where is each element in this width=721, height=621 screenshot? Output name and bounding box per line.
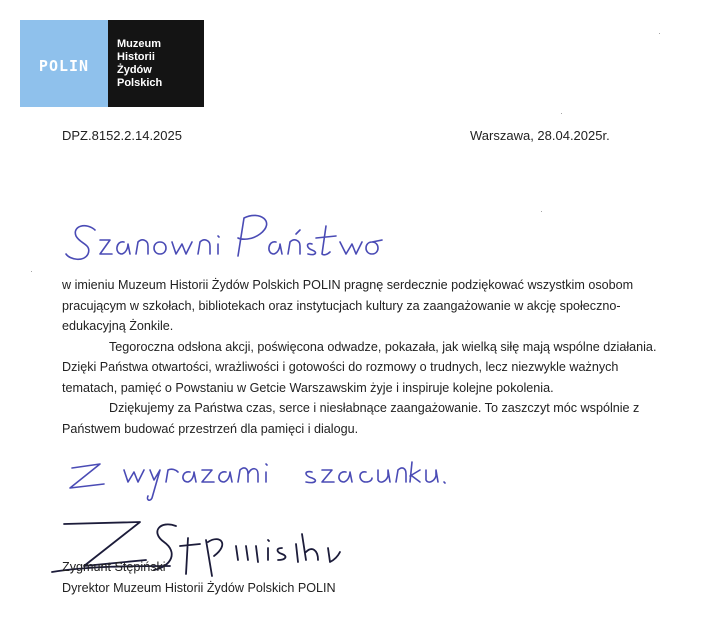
body-paragraph: w imieniu Muzeum Historii Żydów Polskich POLIN pragnę serdecznie podziękować wszystkim osobom pracującym w szkołach, bibliotekach oraz instytucjach kultury za zaangażowanie w akcję społeczno-edukacyjną Żonkile. (62, 278, 634, 333)
scan-speck: · (540, 206, 543, 216)
document-reference: DPZ.8152.2.14.2025 (62, 128, 182, 143)
logo-line: Żydów (117, 64, 152, 76)
letter-body (62, 275, 662, 439)
scan-speck: · (560, 108, 563, 118)
scan-speck: · (658, 28, 661, 38)
handwritten-greeting (66, 215, 382, 259)
body-paragraph: Dziękujemy za Państwa czas, serce i niesłabnące zaangażowanie. To zaszczyt móc wspólnie z Państwem budować przestrzeń dla pamięci i dialogu. (62, 401, 640, 436)
scan-speck: · (30, 266, 33, 276)
logo-brand-text: POLIN (38, 56, 90, 75)
logo-line: Muzeum (117, 38, 161, 50)
logo-line: Historii (117, 51, 155, 63)
handwritten-closing (70, 462, 445, 500)
document-date: Warszawa, 28.04.2025r. (470, 128, 610, 143)
logo-line: Polskich (117, 77, 163, 89)
signatory-name: Zygmunt Stępiński (62, 560, 166, 574)
body-paragraph: Tegoroczna odsłona akcji, poświęcona odwadze, pokazała, jak wielką siłę mają wspólne działania. Dzięki Państwa otwartości, wrażliwości i gotowości do rozmowy o trudnych, lecz niezwykle ważnych tematach, pamięć o Powstaniu w Getcie Warszawskim żyje i inspiruje kolejne pokolenia. (62, 339, 657, 395)
signatory-title: Dyrektor Muzeum Historii Żydów Polskich POLIN (62, 581, 336, 595)
